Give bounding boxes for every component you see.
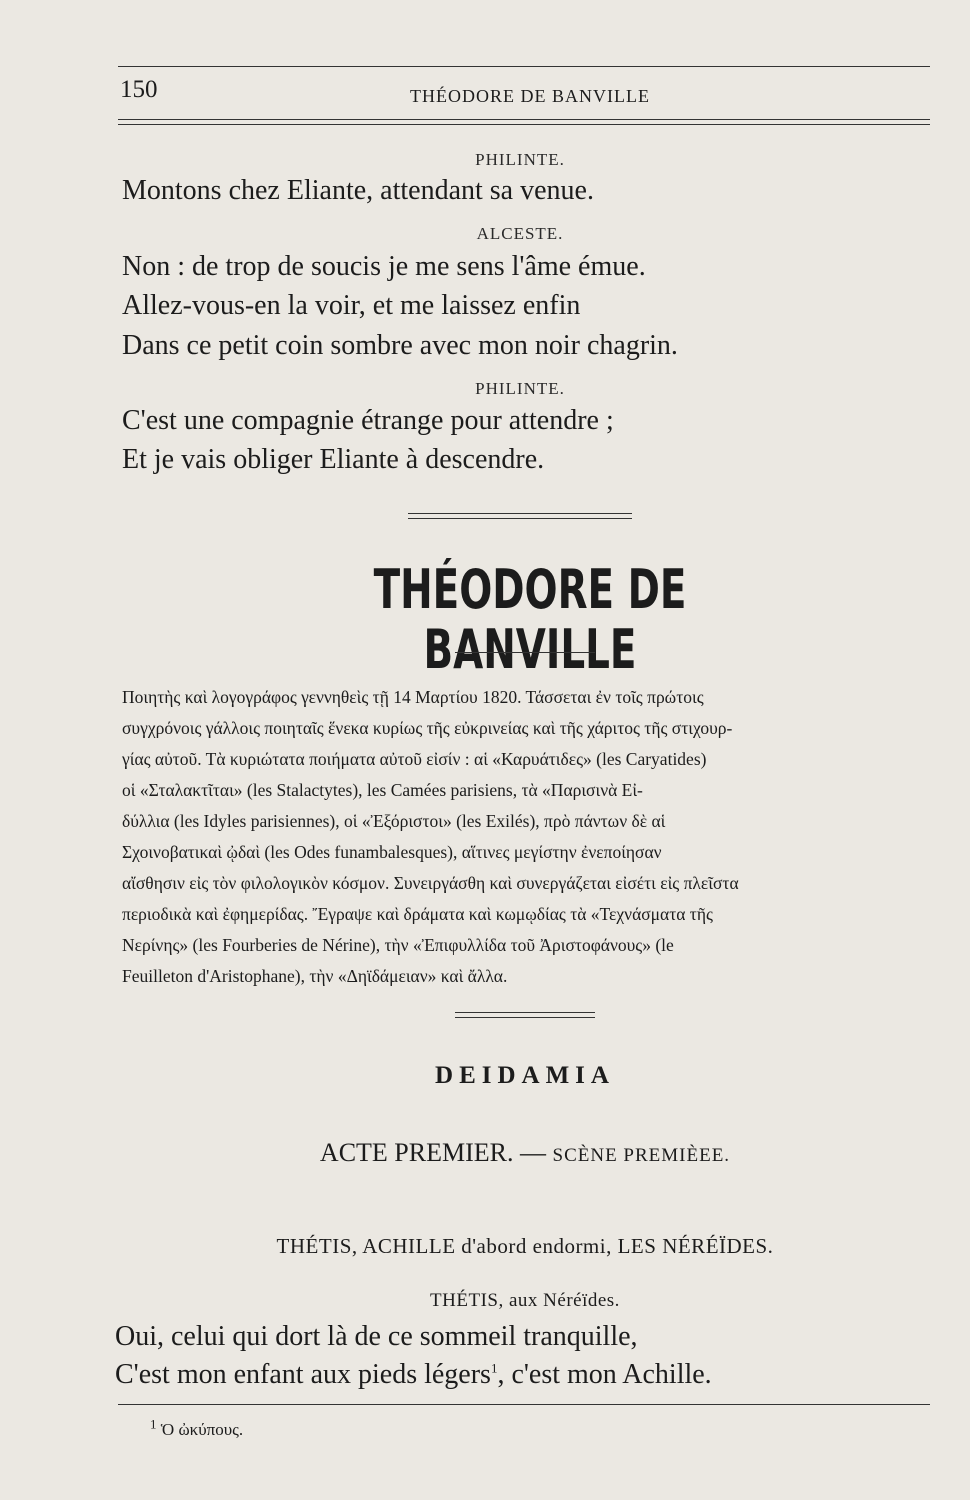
act-heading: [180, 1138, 870, 1168]
act-label: ACTE PREMIER. —: [319, 1138, 546, 1167]
bio-line: γίας αὐτοῦ. Τὰ κυριώτατα ποιήματα αὐτοῦ εἰσίν : αἱ «Καρυάτιδες» (les Caryatides): [122, 749, 707, 769]
verse-text: C'est mon enfant aux pieds légers: [115, 1359, 491, 1390]
verse-line: C'est une compagnie étrange pour attendre ;: [122, 405, 614, 436]
author-heading: THÉODORE DE BANVILLE: [373, 558, 687, 681]
verse-line: Montons chez Eliante, attendant sa venue.: [122, 175, 594, 206]
speaker-thetis: THÉTIS, aux Néréïdes.: [430, 1290, 620, 1311]
page-number: 150: [120, 76, 158, 103]
bio-line: Νερίνης» (les Fourberies de Nérine), τὴν «Ἐπιφυλλίδα τοῦ Ἀριστοφάνους» (le: [122, 935, 674, 955]
footnote: [150, 1416, 244, 1440]
bio-line: περιοδικὰ καὶ ἐφημερίδας. Ἔγραψε καὶ δράματα καὶ κωμῳδίας τὰ «Τεχνάσματα τῆς: [122, 904, 713, 924]
bio-line: Ποιητὴς καὶ λογογράφος γεννηθεὶς τῇ 14 Μαρτίου 1820. Τάσσεται ἐν τοῖς πρώτοις: [122, 687, 704, 707]
section-divider: [408, 518, 632, 519]
play-title: DEIDAMIA: [435, 1062, 615, 1089]
header-rule-top: [118, 66, 930, 67]
header-rule-bottom: [118, 119, 930, 120]
footnote-rule: [118, 1404, 930, 1405]
bio-line: Feuilleton d'Aristophane), τὴν «Δηϊδάμειαν» καὶ ἄλλα.: [122, 966, 508, 986]
scene-label: SCÈNE PREMIÈEE.: [552, 1145, 731, 1166]
verse-line: Non : de trop de soucis je me sens l'âme émue.: [122, 251, 646, 282]
running-title: THÉODORE DE BANVILLE: [410, 86, 650, 106]
verse-line: Oui, celui qui dort là de ce sommeil tranquille,: [115, 1321, 638, 1352]
header-rule-bottom-2: [118, 124, 930, 125]
bio-line: οἱ «Σταλακτῖται» (les Stalactytes), les Camées parisiens, τὰ «Παρισινὰ Εἰ-: [122, 780, 643, 800]
section-divider: [455, 1012, 595, 1013]
heading-underline: [455, 652, 595, 653]
section-divider: [408, 513, 632, 514]
footnote-reference[interactable]: 1: [490, 1360, 498, 1376]
section-divider: [455, 1017, 595, 1018]
speaker-philinte: PHILINTE.: [475, 379, 565, 398]
verse-line: Dans ce petit coin sombre avec mon noir chagrin.: [122, 330, 678, 361]
characters-line: THÉTIS, ACHILLE d'abord endormi, LES NÉRÉÏDES.: [276, 1234, 774, 1258]
speaker-alceste: ALCESTE.: [476, 224, 564, 243]
footnote-text: Ὁ ὠκύπους.: [160, 1420, 244, 1439]
bio-line: δύλλια (les Idyles parisiennes), οἱ «Ἐξόριστοι» (les Exilés), πρὸ πάντων δὲ αἱ: [122, 811, 666, 831]
bio-line: Σχοινοβατικαὶ ᾠδαὶ (les Odes funambalesques), αἵτινες μεγίστην ἐνεποίησαν: [122, 842, 662, 862]
bio-line: αἴσθησιν εἰς τὸν φιλολογικὸν κόσμον. Συνειργάσθη καὶ συνεργάζεται εἰσέτι εἰς πλεῖστα: [122, 873, 739, 893]
verse-line: Allez-vous-en la voir, et me laissez enfin: [122, 290, 581, 321]
bio-line: συγχρόνοις γάλλοις ποιηταῖς ἕνεκα κυρίως τῆς εὐκρινείας καὶ τῆς χάριτος τῆς στιχουρ-: [122, 718, 733, 738]
speaker-philinte: PHILINTE.: [475, 150, 565, 169]
verse-line: [115, 1356, 712, 1394]
footnote-mark: 1: [150, 1416, 157, 1432]
verse-line: Et je vais obliger Eliante à descendre.: [122, 444, 545, 475]
author-bio: [122, 682, 934, 992]
verse-text-end: , c'est mon Achille.: [497, 1359, 712, 1390]
